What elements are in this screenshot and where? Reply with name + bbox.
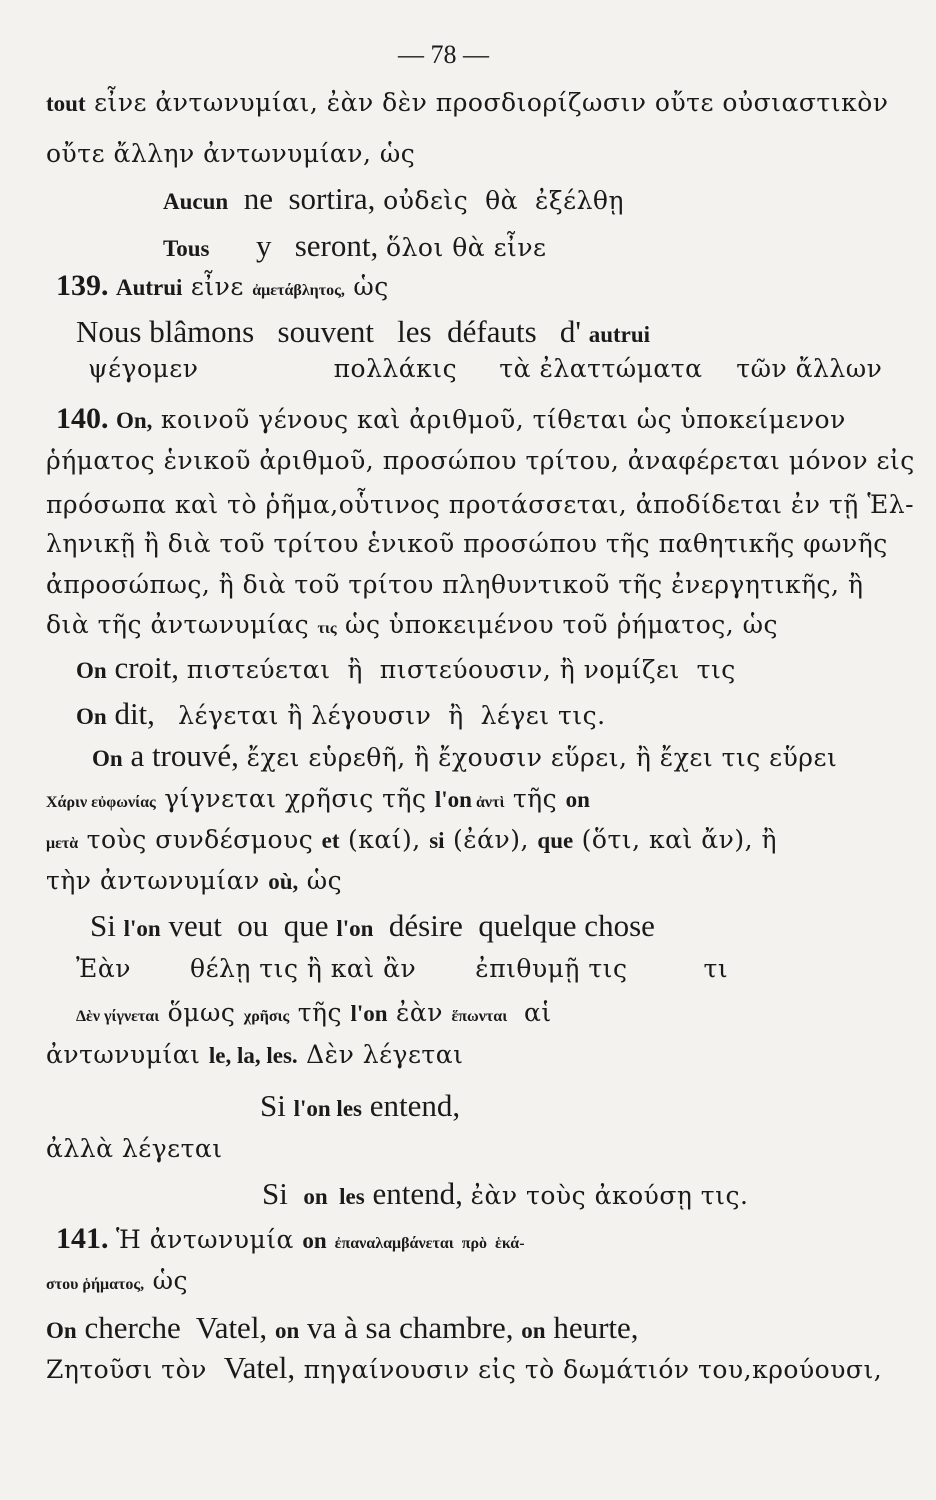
text-segment: y seront, [209,228,386,263]
text-segment: Δὲν γίγνεται [76,1008,160,1025]
text-line [56,404,846,434]
text-line [46,1352,882,1383]
text-segment: si [429,828,445,853]
text-segment: Vatel, [223,1350,296,1385]
text-segment: ψέγομεν πολλάκις τὰ ἐλαττώματα τῶν ἄλλων [88,354,883,383]
text-segment: τὴν ἀντωνυμίαν [46,866,269,895]
text-segment: ἀμετάβλητος, [252,282,345,299]
text-segment: πιστεύεται ἢ πιστεύουσιν, ἢ νομίζει τις [186,655,736,684]
text-segment: κοινοῦ γένους καὶ ἀριθμοῦ, τίθεται ὡς ὑποκείμενον [152,405,846,434]
text-segment: (ἐάν), [444,825,538,854]
text-segment: veut ou que [160,908,337,943]
text-line [46,786,590,811]
text-segment: ἀντωνυμίαι [46,1040,209,1069]
text-line [56,1224,525,1254]
text-segment: οὔτε ἄλλην ἀντωνυμίαν, ὡς [46,139,416,168]
text-line [46,531,888,556]
text-segment: γίγνεται χρῆσις τῆς [155,784,435,813]
text-line [90,910,655,941]
text-segment: On [76,658,107,683]
text-segment: a trouvé, [122,738,247,773]
text-segment: on [274,1318,300,1343]
text-segment: Δὲν λέγεται [297,1040,464,1069]
text-segment: ἐὰν [387,998,452,1027]
text-segment: l'on [434,787,472,812]
text-segment: On [76,704,107,729]
text-segment: Ζητοῦσι τὸν [46,1355,224,1384]
text-segment: Si [90,908,124,943]
page-number: — 78 — [398,40,489,69]
text-segment: 139. [56,269,116,302]
text-segment: στου ῥήματος, [46,1276,145,1293]
text-segment: ὡς [344,272,389,301]
text-segment: πηγαίνουσιν εἰς τὸ δωμάτιόν του,κρούουσι, [295,1355,883,1384]
text-segment: ὡς ὑποκειμένου τοῦ ῥήματος, ὡς [336,610,779,639]
text-line [260,1090,460,1121]
text-segment: le, la, les. [208,1043,298,1068]
text-segment: désire quelque chose [373,908,655,943]
text-segment: Nous blâmons souvent les défauts d' [76,314,589,349]
text-segment: ἀλλὰ λέγεται [46,1134,223,1163]
text-segment: (ὅτι, καὶ ἄν), ἢ [573,825,777,854]
text-line [56,271,389,301]
text-segment: on [302,1228,327,1253]
text-segment: Si [260,1088,294,1123]
text-line [46,1042,463,1067]
text-segment: τῆς [289,998,351,1027]
text-line [46,492,914,517]
text-line [88,356,882,381]
text-segment: ἐπαναλαμβάνεται πρὸ ἑκά- [326,1235,525,1252]
text-line [46,868,342,893]
text-segment: διὰ τῆς ἀντωνυμίας [46,610,318,639]
text-line [46,1136,223,1161]
text-segment: va à sa chambre, [299,1310,522,1345]
text-line [76,698,606,729]
text-line [262,1178,748,1209]
text-segment: τοὺς συνδέσμους [78,825,322,854]
text-segment: πρόσωπα καὶ τὸ ῥῆμα,οὗτινος προτάσσεται, ἀποδίδεται ἐν τῇ Ἑλ- [46,490,915,519]
text-line [163,183,624,214]
text-segment: Autrui [116,275,183,300]
text-segment: on les [303,1184,365,1209]
text-segment: autrui [588,322,651,347]
text-segment: ὅμως [159,998,244,1027]
text-segment: ὡς [298,866,343,895]
text-segment: (καί), [339,825,430,854]
text-line [46,827,777,852]
text-segment: on [521,1318,546,1343]
text-segment: ἐὰν τοὺς ἀκούσῃ τις. [470,1181,749,1210]
text-segment: ῥήματος ἑνικοῦ ἀριθμοῦ, προσώπου τρίτου, ἀναφέρεται μόνον εἰς [46,446,915,475]
text-segment: τῆς [504,784,566,813]
text-segment: Ἐὰν θέλῃ τις ἢ καὶ ἂν ἐπιθυμῇ τις τι [76,954,729,983]
text-segment: χρῆσις [243,1008,290,1025]
text-segment: ἕπωνται [451,1008,508,1025]
text-line [46,90,888,115]
text-line [76,652,736,683]
text-segment: Tous [163,236,210,261]
text-segment: entend, [361,1088,461,1123]
text-line [46,448,915,473]
text-segment: ἀπροσώπως, ἢ διὰ τοῦ τρίτου πληθυντικοῦ τῆς ἐνεργητικῆς, ἢ [46,570,864,599]
text-line [76,316,650,347]
text-line [163,230,546,261]
text-line [46,1312,639,1343]
text-segment: l'on [350,1001,388,1026]
text-segment: l'on [123,916,161,941]
text-segment: tout [46,91,86,116]
text-segment: μετὰ [46,835,79,852]
text-segment: que [537,828,574,853]
text-segment: εἶνε ἀντωνυμίαι, ἐὰν δὲν προσδιορίζωσιν οὔτε οὐσιαστικὸν [85,88,889,117]
text-segment: où, [268,869,299,894]
text-segment: Si [262,1176,304,1211]
text-line [46,612,778,637]
text-segment: cherche Vatel, [76,1310,275,1345]
text-segment: ὅλοι θὰ εἶνε [386,233,547,262]
text-segment: et [321,828,340,853]
text-segment: οὐδεὶς θὰ ἐξέλθῃ [383,186,624,215]
text-segment: λέγεται ἢ λέγουσιν ἢ λέγει τις. [178,701,606,730]
text-segment: heurte, [545,1310,639,1345]
text-segment: τις [317,620,337,637]
text-segment: ἀντὶ [471,794,505,811]
text-segment: entend, [364,1176,471,1211]
text-line [92,740,837,771]
text-segment: On [92,746,123,771]
text-segment: ἔχει εὑρεθῆ, ἢ ἔχουσιν εὕρει, ἢ ἔχει τις εὕρει [246,743,838,772]
text-segment: dit, [106,696,179,731]
text-segment: εἶνε [182,272,253,301]
text-segment: ne sortira, [228,181,384,216]
text-segment: ληνικῇ ἢ διὰ τοῦ τρίτου ἑνικοῦ προσώπου τῆς παθητικῆς φωνῆς [46,529,888,558]
text-segment: Χάριν εὐφωνίας [46,794,156,811]
text-line [46,1268,188,1293]
text-segment: Aucun [163,189,229,214]
text-segment: l'on [336,916,374,941]
text-line [46,141,415,166]
text-segment: Ἡ ἀντωνυμία [116,1225,303,1254]
text-segment: croit, [106,650,187,685]
text-segment: l'on les [293,1096,362,1121]
text-line [46,572,863,597]
text-segment: ὡς [144,1266,188,1295]
text-segment: 141. [56,1222,116,1255]
text-line [76,1000,552,1025]
text-segment: On, [116,408,153,433]
text-segment: 140. [56,402,116,435]
text-line [76,956,728,981]
text-segment: on [565,787,590,812]
text-segment: αἱ [507,998,552,1027]
text-segment: On [46,1318,77,1343]
